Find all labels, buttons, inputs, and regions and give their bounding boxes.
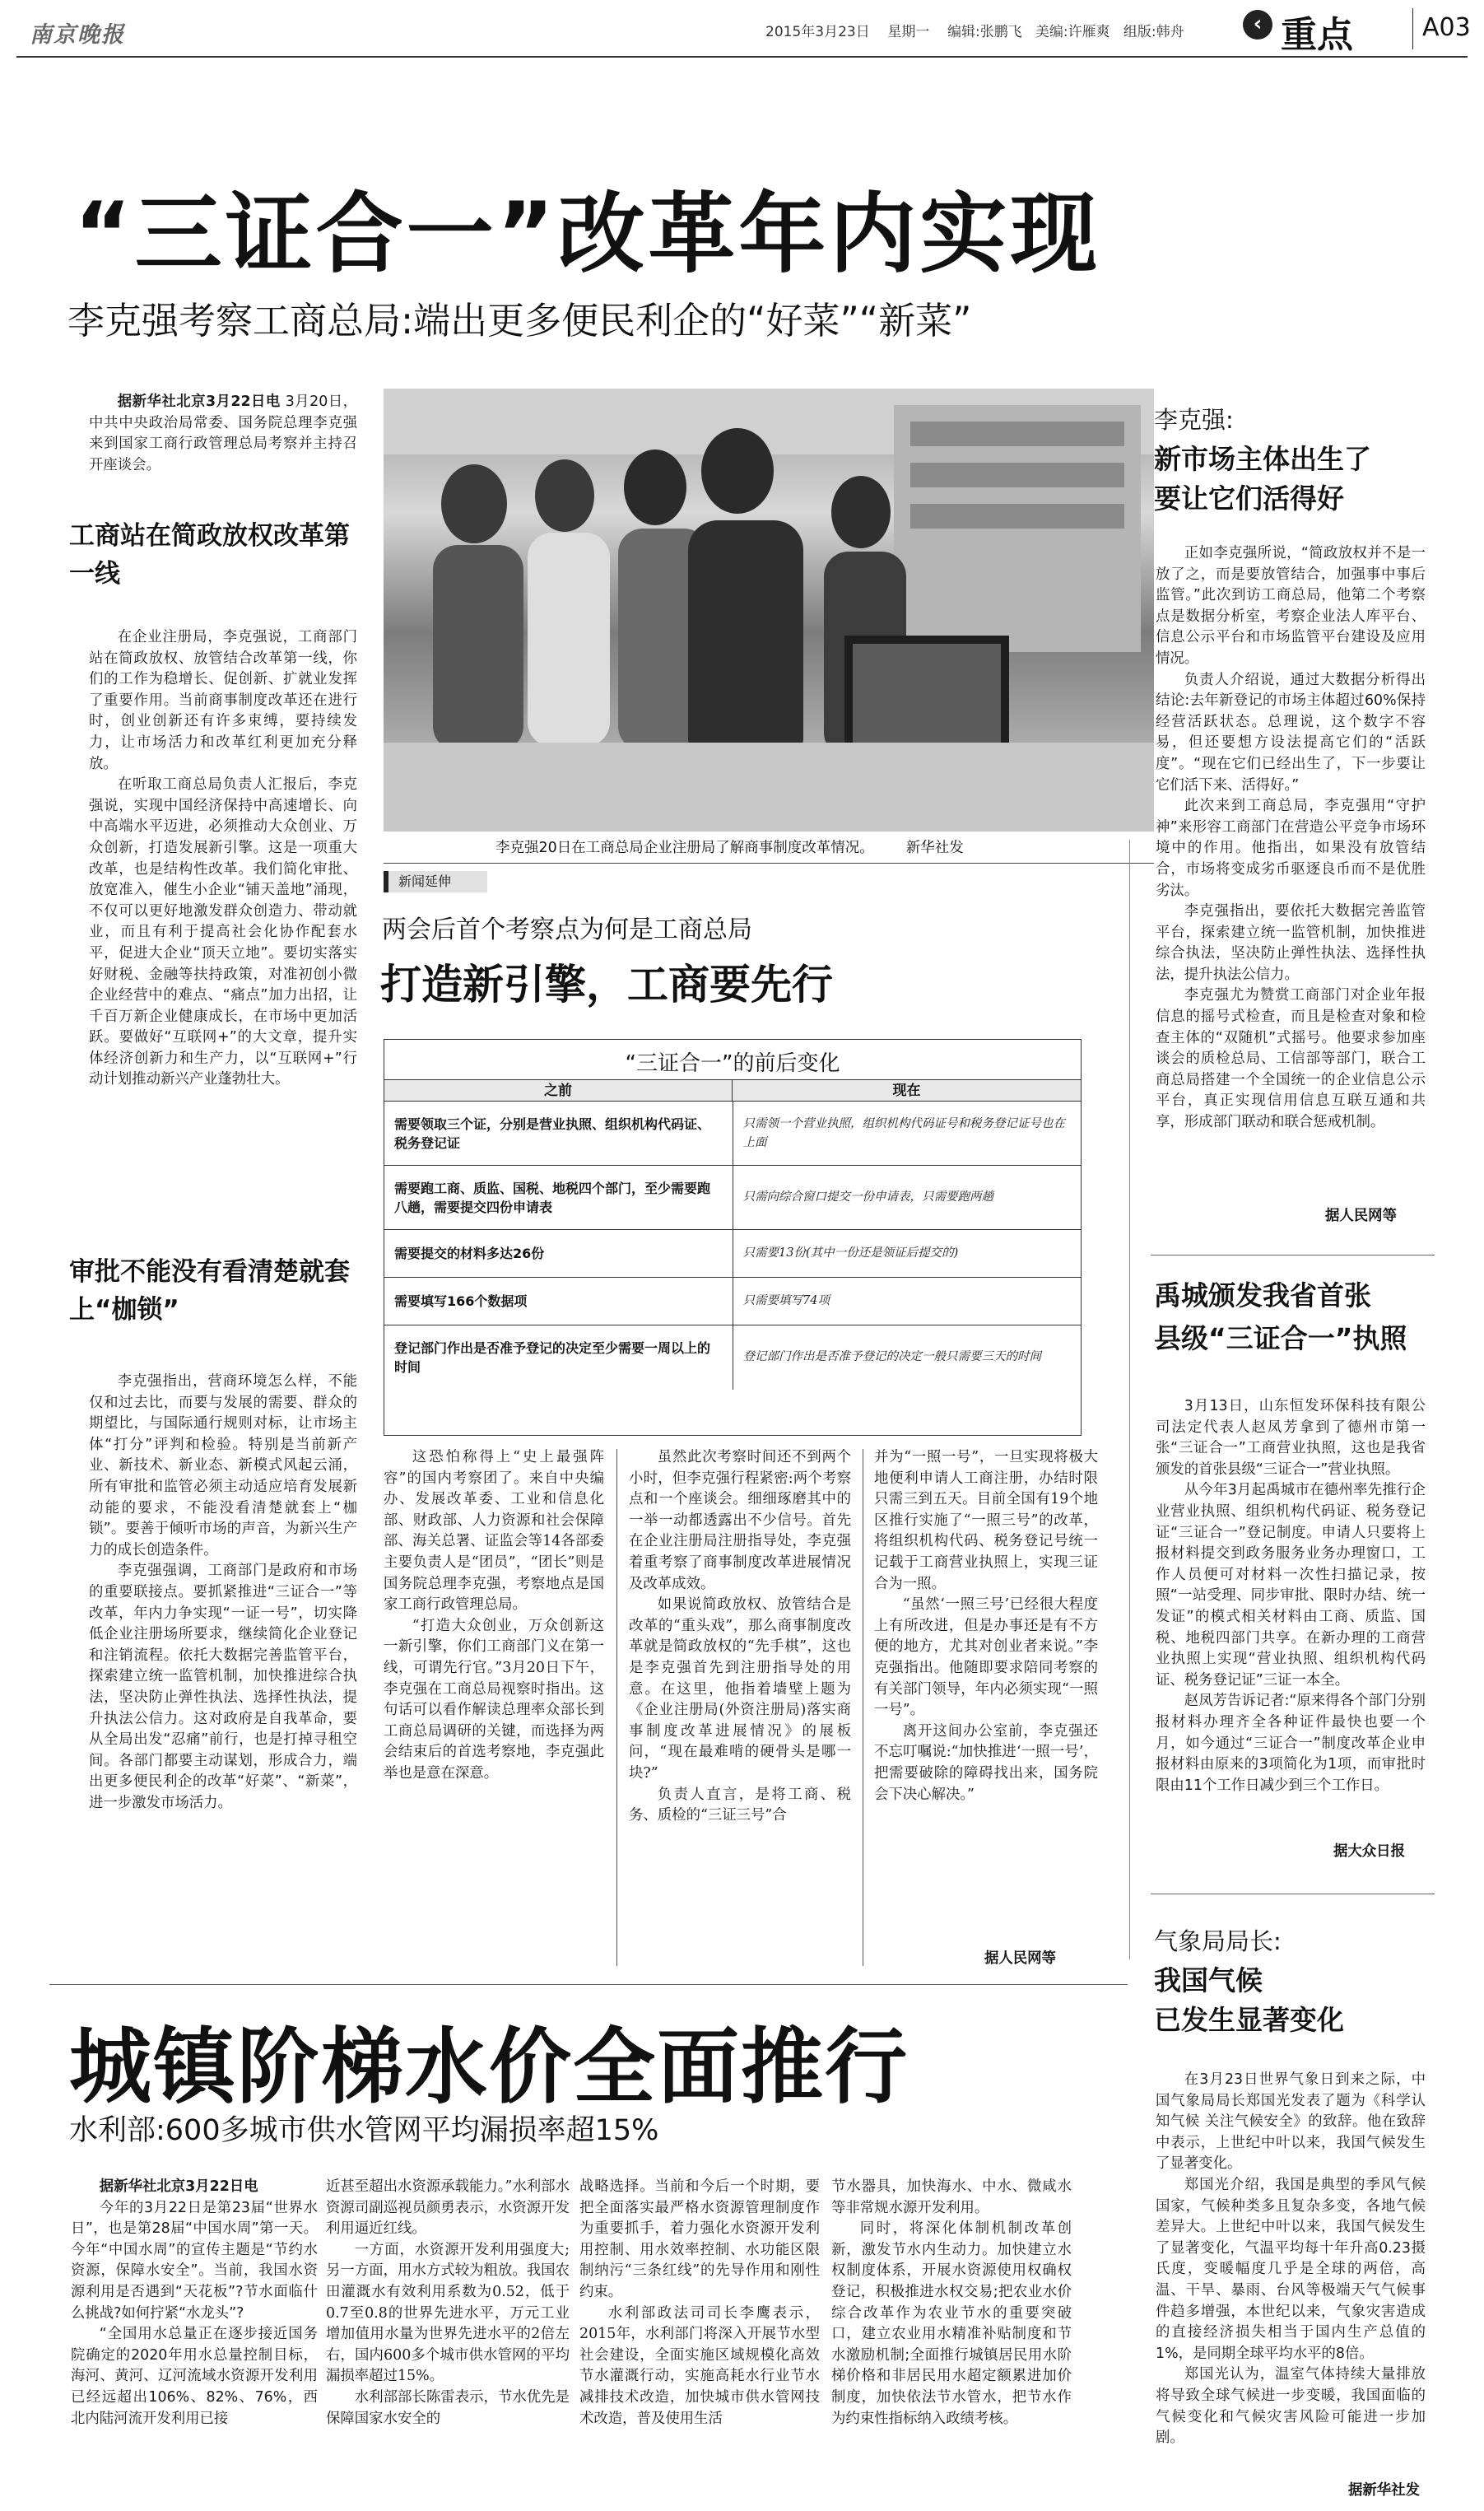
sidebar-top-label: 李克强: xyxy=(1154,406,1234,434)
feature-credit: 据人民网等 xyxy=(979,1946,1056,1967)
masthead: 南京晚报 xyxy=(30,22,125,48)
sidebar-bot-paragraph-1: 在3月23日世界气象日到来之际，中国气象局局长郑国光发表了题为《科学认知气候 关注气候安全》的致辞。他在致辞中表示，上世纪中叶以来，我国气候发生了显著变化。 xyxy=(1156,2071,1426,2173)
header-meta xyxy=(765,20,1184,40)
sidebar-top-paragraph-4: 李克强指出，要依托大数据完善监管平台，探索建立统一监管机制，加快推进综合执法，坚决防止弹性执法、选择性执法，提升执法公信力。 xyxy=(1156,903,1426,983)
photo-credit: 新华社发 xyxy=(905,840,964,856)
sidebar-top-title-1: 新市场主体出生了 xyxy=(1154,443,1371,475)
water-subhead: 水利部:600多城市供水管网平均漏损率超15% xyxy=(69,2114,659,2147)
water-column-3 xyxy=(579,2177,820,2503)
feature-paragraph-4: 如果说简政放权、放管结合是改革的“重头戏”，那么商事制度改革就是简政放权的“先手棋”，这也是李克强首先到注册指导处的用意。在这里，他指着墙壁上题为《企业注册局(外资注册局)落实商事制度改革进展情况》的展板问，“现在最难啃的硬骨头是哪一块?” xyxy=(629,1596,851,1782)
sidebar-top-paragraph-3: 此次来到工商总局，李克强用“守护神”来形容工商部门在营造公平竞争市场环境中的作用。他指出，如果没有放管结合，市场将变成劣币驱逐良币而不是优胜劣汰。 xyxy=(1156,798,1426,899)
water-paragraph-3: 近甚至超出水资源承载能力。”水利部水资源司副巡视员颜勇表示，水资源开发利用逼近红线。 xyxy=(326,2178,570,2238)
col-after-header: 现在 xyxy=(892,1083,921,1099)
sidebar-bot-title-2: 已发生显著变化 xyxy=(1154,2004,1344,2036)
sidebar-mid-credit: 据大众日报 xyxy=(1328,1839,1405,1860)
sidebar-mid-title-2: 县级“三证合一”执照 xyxy=(1154,1322,1407,1354)
row-before: 需要填写166个数据项 xyxy=(384,1278,733,1325)
table-row xyxy=(384,1325,1081,1390)
sidebar-divider xyxy=(1129,840,1130,1959)
comparison-table-title: “三证合一”的前后变化 xyxy=(625,1051,840,1076)
row-before: 需要跑工商、质监、国税、地税四个部门，至少需要跑八趟，需要提交四份申请表 xyxy=(384,1166,733,1230)
photo-scene xyxy=(384,389,1154,832)
lead-paragraph-3: 在听取工商总局负责人汇报后，李克强说，实现中国经济保持中高速增长、向中高端水平迈进，必须推动大众创业、万众创新，打造发展新引擎。这是一项重大改革，也是结构性改革。我们简化审批、放宽准入，催生小企业“铺天盖地”涌现，不仅可以更好地激发群众创造力、带动就业，而且有利于提高社会化协作配套水平，促进大企业“顶天立地”。要切实落实好财税、金融等扶持政策，对准初创小微企业经营中的难点、“痛点”加力出招，让千百万新企业健康成长，在市场中更加活跃。要做好“互联网+”的大文章，提升实体经济创新力和生产力，以“互联网+”行动计划推动新兴产业蓬勃壮大。 xyxy=(89,776,357,1088)
table-row xyxy=(384,1166,1081,1230)
row-before: 需要提交的材料多达26份 xyxy=(384,1230,733,1278)
lead-subtitle-2: 审批不能没有看清楚就套上“枷锁” xyxy=(69,1257,350,1325)
water-column-2 xyxy=(326,2177,570,2503)
feature-paragraph-1: 这恐怕称得上“史上最强阵容”的国内考察团了。来自中央编办、发展改革委、工业和信息化部、财政部、人力资源和社会保障部、海关总署、证监会等14各部委主要负责人是“团员”，“团长”则是国务院总理李克强，考察地点是国家工商行政管理总局。 xyxy=(384,1449,604,1614)
header-proof: 组版:韩舟 xyxy=(1123,24,1184,40)
sidebar-bot-credit: 据新华社发 xyxy=(1343,2478,1420,2499)
table-row xyxy=(384,1230,1081,1278)
feature-tag: 新闻延伸 xyxy=(384,871,487,892)
lead-paragraph-1: 3月20日，中共中央政治局常委、国务院总理李克强来到国家工商行政管理总局考察并主持召开座谈会。 xyxy=(89,394,357,473)
water-column-4 xyxy=(831,2177,1072,2503)
feature-column-1 xyxy=(384,1447,604,1971)
lead-byline: 据新华社北京3月22日电 xyxy=(117,394,281,410)
sidebar-rule-1 xyxy=(1151,1255,1435,1256)
sidebar-top-body xyxy=(1156,543,1426,1207)
sidebar-top-paragraph-2: 负责人介绍说，通过大数据分析得出结论:去年新登记的市场主体超过60%保持经营活跃状态。总理说，这个数字不容易，但还要想方设法提高它们的“活跃度”。“现在它们已经出生了，下一步要让它们活下来、活得好。” xyxy=(1156,671,1426,794)
sidebar-bot-paragraph-2: 郑国光介绍，我国是典型的季风气候国家，气候种类多且复杂多变，各地气候差异大。上世纪中叶以来，我国气候发生了显著变化，气温平均每十年升高0.23摄氏度，变暖幅度几乎是全球的两倍，高温、干旱、暴雨、台风等极端天气气候事件趋多增强，本世纪以来，气象灾害造成的直接经济损失相当于国内生产总值的1%，是同期全球平均水平的8倍。 xyxy=(1156,2176,1426,2362)
lead-headline: “三证合一”改革年内实现 xyxy=(74,184,1101,285)
water-paragraph-6: 战略选择。当前和今后一个时期，要把全面落实最严格水资源管理制度作为重要抓手，着力强化水资源开发利用控制、用水效率控制、水功能区限制纳污“三条红线”的先导作用和刚性约束。 xyxy=(579,2178,820,2300)
sidebar-bot-paragraph-3: 郑国光认为，温室气体持续大量排放将导致全球气候进一步变暖，我国面临的气候变化和气候灾害风险可能进一步加剧。 xyxy=(1156,2366,1426,2447)
row-after: 登记部门作出是否准予登记的决定一般只需要三天的时间 xyxy=(733,1325,1081,1390)
sidebar-mid-paragraph-1: 3月13日，山东恒发环保科技有限公司法定代表人赵凤芳拿到了德州市第一张“三证合一”工商营业执照，这也是我省颁发的首张县级“三证合一”营业执照。 xyxy=(1156,1398,1426,1478)
feature-divider-1 xyxy=(616,1449,617,1966)
section-name: 重点 xyxy=(1281,14,1353,56)
table-row xyxy=(384,1278,1081,1325)
sidebar-mid-title-1: 禹城颁发我省首张 xyxy=(1154,1279,1371,1311)
sidebar-top-title-2: 要让它们活得好 xyxy=(1154,482,1344,515)
water-paragraph-5: 水利部部长陈雷表示，节水优先是保障国家水安全的 xyxy=(326,2388,570,2427)
header-weekday: 星期一 xyxy=(887,24,930,40)
lead-paragraph-5: 李克强强调，工商部门是政府和市场的重要联接点。要抓紧推进“三证合一”等改革，年内力争实现“一证一号”，切实降低企业注册场所要求，继续简化企业登记和注销流程。依托大数据完善监管平台，探索建立统一监管机制，加快推进综合执法，坚决防止弹性执法、选择性执法，提升执法公信力。这对政府是自我革命，要从全局出发“忍痛”前行，也是打掉寻租空间。各部门都要主动谋划，形成合力，端出更多便民利企的改革“好菜”、“新菜”，进一步激发市场活力。 xyxy=(89,1563,357,1811)
sidebar-bot-label: 气象局局长: xyxy=(1154,1927,1282,1955)
caption-rule xyxy=(384,863,1154,864)
sidebar-bot-body xyxy=(1156,2070,1426,2498)
header-editor: 编辑:张鹏飞 xyxy=(947,24,1022,40)
page-number: A03 xyxy=(1422,13,1471,42)
feature-paragraph-5: 负责人直言，是将工商、税务、质检的“三证三号”合 xyxy=(629,1786,851,1824)
lead-paragraph-2: 在企业注册局，李克强说，工商部门站在简政放权、放管结合改革第一线，你们的工作为稳增长、促创新、扩就业发挥了重要作用。当前商事制度改革还在进行时，创业创新还有许多束缚，要持续发力，让市场活力和改革红利更加充分释放。 xyxy=(89,629,357,772)
water-paragraph-4: 一方面，水资源开发利用强度大;另一方面，用水方式较为粗放。我国农田灌溉水有效利用系数为0.52，低于0.7至0.8的世界先进水平，万元工业增加值用水量为世界先进水平的2倍左右，国内600多个城市供水管网的平均漏损率超过15%。 xyxy=(326,2241,570,2385)
sidebar-top-credit: 据人民网等 xyxy=(1320,1204,1397,1224)
header-date: 2015年3月23日 xyxy=(765,24,870,40)
row-before: 登记部门作出是否准予登记的决定至少需要一周以上的时间 xyxy=(384,1325,733,1390)
lead-column-left-2 xyxy=(89,627,357,1222)
header-rule xyxy=(16,56,1468,58)
lead-column-left-3 xyxy=(89,1372,357,2017)
water-paragraph-2: “全国用水总量正在逐步接近国务院确定的2020年用水总量控制目标，海河、黄河、辽河流域水资源开发利用已经远超出106%、82%、76%，西北内陆河流开发利用已接 xyxy=(71,2326,318,2427)
water-paragraph-1: 今年的3月22日是第23届“世界水日”，也是第28届“中国水周”第一天。今年“中国水周”的宣传主题是“节约水资源，保障水安全”。当前，我国水资源利用是否遇到“天花板”?节水面临什么挑战?如何拧紧“水龙头”? xyxy=(71,2199,318,2322)
table-row xyxy=(384,1102,1081,1166)
lead-column-left xyxy=(89,392,357,484)
water-paragraph-7: 水利部政法司司长李鹰表示，2015年，水利部门将深入开展节水型社会建设，全面实施区域规模化高效节水灌溉行动，实施高耗水行业节水减排技术改造，加快城市供水管网技术改造，普及使用生活 xyxy=(579,2304,820,2427)
feature-paragraph-8: 离开这间办公室前，李克强还不忘叮嘱说:“加快推进‘一照一号’，把需要破除的障碍找出来，国务院会下决心解决。” xyxy=(874,1722,1098,1803)
lead-paragraph-4: 李克强指出，营商环境怎么样，不能仅和过去比，而要与发展的需要、群众的期望比，与国际通行规则对标，让市场主体“打分”评判和检验。特别是当前新产业、新技术、新业态、新模式风起云涌，所有审批和监管必须主动适应培育发展新动能的要求，不能没看清楚就套上“枷锁”。要善于倾听市场的声音，为新兴生产力的成长创造条件。 xyxy=(89,1373,357,1558)
sidebar-mid-paragraph-2: 从今年3月起禹城市在德州率先推行企业营业执照、组织机构代码证、税务登记证“三证合一”登记制度。申请人只要将上报材料提交到政务服务业务办理窗口，工作人员便可对材料一次性扫描记录，按照“一站受理、同步审批、限时办结、统一发证”的模式相关材料由工商、质监、国税、地税四部门共享。在新办理的工商营业执照上实现“营业执照、组织机构代码证、税务登记证”三证一本全。 xyxy=(1156,1482,1426,1689)
row-after: 只需要13份(其中一份还是领证后提交的) xyxy=(733,1230,1081,1278)
header-divider xyxy=(1412,8,1413,49)
feature-column-2 xyxy=(629,1447,851,1971)
row-before: 需要领取三个证，分别是营业执照、组织机构代码证、税务登记证 xyxy=(384,1102,733,1166)
lead-subhead: 李克强考察工商总局:端出更多便民利企的“好菜”“新菜” xyxy=(67,299,972,342)
sidebar-mid-paragraph-3: 赵凤芳告诉记者:“原来得各个部门分别报材料办理齐全各种证件最快也要一个月，如今通过“三证合一”制度改革企业申报材料由原来的3项简化为1项，而审批时限由11个工作日减少到三个工作日。 xyxy=(1156,1693,1426,1794)
water-paragraph-8: 节水器具，加快海水、中水、微咸水等非常规水源开发利用。 xyxy=(831,2178,1072,2216)
feature-paragraph-7: “虽然‘一照三号’已经很大程度上有所改进，但是办事还是有不方便的地方，尤其对创业者来说。”李克强指出。他随即要求陪同考察的有关部门领导，年内必须实现“一照一号”。 xyxy=(874,1596,1098,1719)
water-paragraph-9: 同时，将深化体制机制改革创新，激发节水内生动力。加快建立水权制度体系，开展水资源使用权确权登记，积极推进水权交易;把农业水价综合改革作为农业节水的重要突破口，建立农业用水精准补贴制度和节水激励机制;全面推行城镇居民用水阶梯价格和非居民用水超定额累进加价制度，加快依法节水管水，把节水作为约束性指标纳入政绩考核。 xyxy=(831,2220,1072,2427)
comparison-header xyxy=(384,1079,1081,1101)
comparison-rows xyxy=(384,1101,1081,1390)
col-before-header: 之前 xyxy=(384,1080,733,1101)
section-chevron-icon: ‹ xyxy=(1243,10,1272,40)
lead-subtitle-1: 工商站在简政放权改革第一线 xyxy=(69,521,350,589)
feature-paragraph-3: 虽然此次考察时间还不到两个小时，但李克强行程紧密:两个考察点和一个座谈会。细细琢磨其中的一举一动都透露出不少信号。首先在企业注册局注册指导处，李克强着重考察了商事制度改革进展情况及改革成效。 xyxy=(629,1449,851,1592)
comparison-table xyxy=(384,1039,1082,1436)
feature-column-3 xyxy=(874,1447,1098,1971)
sidebar-top-paragraph-1: 正如李克强所说，“简政放权并不是一放了之，而是要放管结合，加强事中事后监管。”此次到访工商总局，他第二个考察点是数据分析室，考察企业法人库平台、信息公示平台和市场监管平台建设及应用情况。 xyxy=(1156,545,1426,667)
water-byline: 据新华社北京3月22日电 xyxy=(99,2178,258,2195)
photo-caption xyxy=(495,836,964,857)
row-after: 只需要填写74项 xyxy=(733,1278,1081,1325)
row-after: 只需向综合窗口提交一份申请表，只需要跑两趟 xyxy=(733,1166,1081,1230)
header-designer: 美编:许雁爽 xyxy=(1035,24,1110,40)
row-after: 只需领一个营业执照，组织机构代码证号和税务登记证号也在上面 xyxy=(733,1102,1081,1166)
news-photo xyxy=(384,389,1154,832)
feature-paragraph-6: 并为“一照一号”，一旦实现将极大地便利申请人工商注册，办结时限只需三到五天。目前全国有19个地区推行实施了“一照三号”的改革，将组织机构代码、税务登记号统一记载于工商营业执照上，实现三证合为一照。 xyxy=(874,1449,1098,1592)
water-headline: 城镇阶梯水价全面推行 xyxy=(69,2019,909,2115)
sidebar-mid-body xyxy=(1156,1396,1426,1862)
water-column-1 xyxy=(71,2177,318,2503)
feature-kicker: 两会后首个考察点为何是工商总局 xyxy=(382,915,752,944)
feature-title: 打造新引擎，工商要先行 xyxy=(380,961,833,1009)
water-top-rule xyxy=(49,1984,1128,1985)
photo-caption-text: 李克强20日在工商总局企业注册局了解商事制度改革情况。 xyxy=(495,840,874,856)
sidebar-bot-title-1: 我国气候 xyxy=(1154,1964,1263,1996)
feature-paragraph-2: “打造大众创业，万众创新这一新引擎，你们工商部门义在第一线，可谓先行官。”3月20日下午，李克强在工商总局视察时指出。这句话可以看作解读总理率众部长到工商总局调研的关键，而选择为两会结束后的首选考察地，李克强此举也是意在深意。 xyxy=(384,1617,604,1782)
sidebar-top-paragraph-5: 李克强尤为赞赏工商部门对企业年报信息的摇号式检查，而且是检查对象和检查主体的“双随机”式摇号。他要求参加座谈会的质检总局、工信部等部门，联合工商总局搭建一个全国统一的企业信息公示平台，真正实现信用信息互联互通和共享，形成部门联动和联合惩戒机制。 xyxy=(1156,987,1426,1131)
